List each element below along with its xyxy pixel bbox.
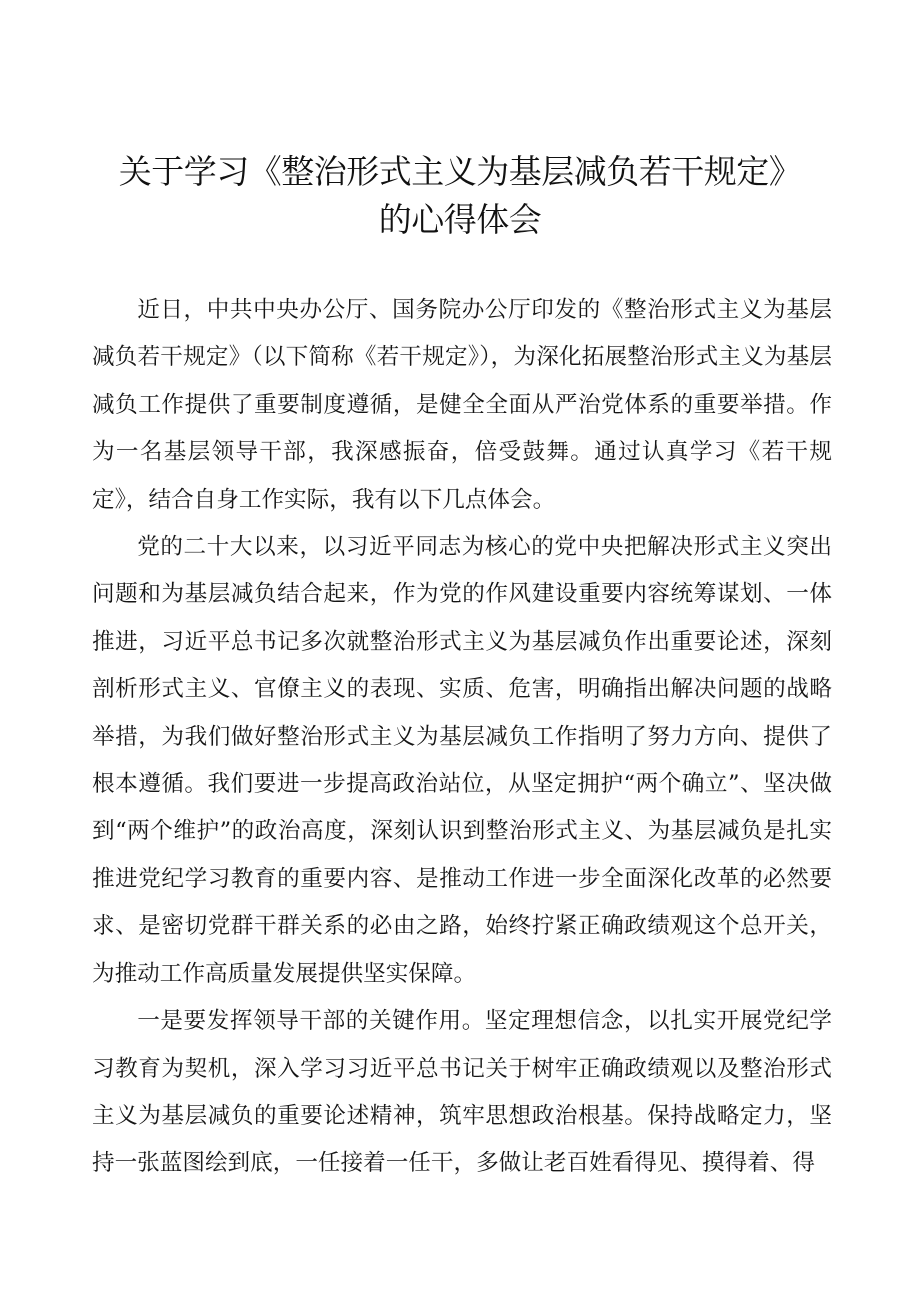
document-title-line-1: 关于学习《整治形式主义为基层减负若干规定》 bbox=[118, 152, 802, 191]
document-body bbox=[92, 287, 832, 1188]
paragraph-background: 党的二十大以来，以习近平同志为核心的党中央把解决形式主义突出问题和为基层减负结合起来，作为党的作风建设重要内容统筹谋划、一体推进，习近平总书记多次就整治形式主义为基层减负作出重要论述，深刻剖析形式主义、官僚主义的表现、实质、危害，明确指出解决问题的战略举措，为我们做好整治形式主义为基层减负工作指明了努力方向、提供了根本遵循。我们要进一步提高政治站位，从坚定拥护“两个确立”、坚决做到“两个维护”的政治高度，深刻认识到整治形式主义、为基层减负是扎实推进党纪学习教育的重要内容、是推动工作进一步全面深化改革的必然要求、是密切党群干群关系的必由之路，始终拧紧正确政绩观这个总开关，为推动工作高质量发展提供坚实保障。 bbox=[92, 534, 832, 987]
document-title-line-2: 的心得体会 bbox=[378, 200, 542, 239]
paragraph-point-one: 一是要发挥领导干部的关键作用。坚定理想信念，以扎实开展党纪学习教育为契机，深入学习习近平总书记关于树牢正确政绩观以及整治形式主义为基层减负的重要论述精神，筑牢思想政治根基。保持战略定力，坚持一张蓝图绘到底，一任接着一任干，多做让老百姓看得见、摸得着、得 bbox=[92, 1008, 832, 1177]
paragraph-intro: 近日，中共中央办公厅、国务院办公厅印发的《整治形式主义为基层减负若干规定》（以下简称《若干规定》），为深化拓展整治形式主义为基层减负工作提供了重要制度遵循，是健全全面从严治党体系的重要举措。作为一名基层领导干部，我深感振奋，倍受鼓舞。通过认真学习《若干规定》，结合自身工作实际，我有以下几点体会。 bbox=[92, 297, 832, 513]
